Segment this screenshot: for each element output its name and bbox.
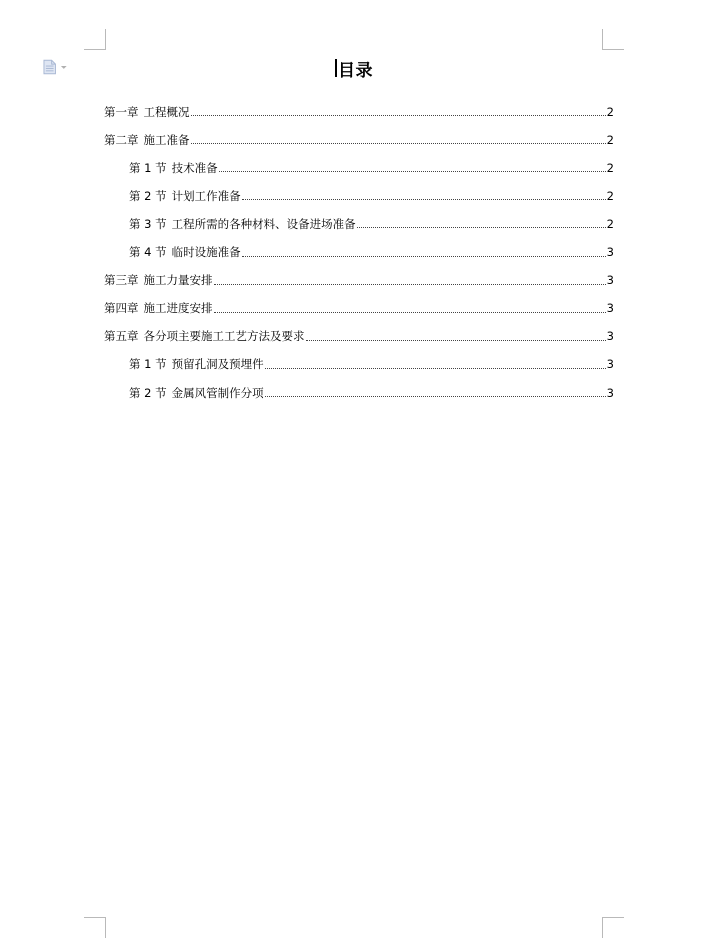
toc-page-number: 2	[606, 132, 614, 147]
toc-entry[interactable]	[104, 92, 614, 120]
toc-entry[interactable]	[104, 345, 614, 373]
toc-entry-number: 第 2 节	[129, 188, 167, 203]
toc-entry-number: 第一章	[104, 104, 139, 119]
toc-entry-text: 各分项主要施工工艺方法及要求	[143, 329, 305, 344]
toc-page-number: 3	[606, 385, 614, 400]
toc-entry[interactable]	[104, 176, 614, 204]
toc-entry-number: 第 4 节	[129, 245, 167, 260]
toc-entry-label	[129, 188, 241, 205]
toc-entry-text: 施工进度安排	[143, 301, 213, 316]
toc-entry-text: 计划工作准备	[171, 188, 241, 203]
toc-entry-label	[129, 160, 218, 177]
toc-page-number: 3	[606, 273, 614, 288]
toc-dot-leader	[306, 340, 606, 341]
toc-title[interactable]: 目录	[338, 61, 373, 81]
toc-entry-label	[129, 216, 356, 233]
toc-entry-label	[129, 385, 264, 402]
toc-entry-label	[104, 331, 305, 345]
toc-entry[interactable]	[104, 261, 614, 289]
margin-corner-bottom-right	[602, 917, 624, 938]
toc-entry-text: 技术准备	[171, 160, 218, 175]
toc-entry-text: 临时设施准备	[171, 245, 241, 260]
toc-dot-leader	[242, 199, 606, 200]
toc-page-number: 2	[606, 104, 614, 119]
margin-corner-bottom-left	[84, 917, 106, 938]
margin-corner-top-left	[84, 29, 106, 50]
toc-entry-text: 工程概况	[143, 104, 190, 119]
toc-entry-text: 预留孔洞及预埋件	[171, 357, 264, 372]
toc-dot-leader	[265, 368, 606, 369]
toc-entry-label	[129, 359, 264, 373]
toc-dot-leader	[191, 115, 606, 116]
toc-dot-leader	[357, 227, 606, 228]
table-of-contents	[104, 92, 614, 401]
toc-entry[interactable]	[104, 204, 614, 232]
toc-dot-leader	[214, 312, 606, 313]
toc-dot-leader	[191, 143, 606, 144]
toc-entry[interactable]	[104, 148, 614, 176]
toc-entry-label	[104, 303, 213, 317]
toc-entry[interactable]	[104, 289, 614, 317]
toc-entry-number: 第五章	[104, 329, 139, 344]
toc-entry-label	[104, 104, 190, 121]
toc-page-number: 3	[606, 301, 614, 316]
toc-entry-number: 第四章	[104, 301, 139, 316]
toc-dot-leader	[219, 171, 606, 172]
toc-entry-number: 第 1 节	[129, 357, 167, 372]
toc-entry[interactable]	[104, 120, 614, 148]
toc-page-number: 2	[606, 188, 614, 203]
toc-page-number: 2	[606, 216, 614, 231]
toc-dot-leader	[265, 396, 606, 397]
toc-page-number: 2	[606, 160, 614, 175]
toc-page-number: 3	[606, 329, 614, 344]
toc-entry-number: 第 3 节	[129, 216, 167, 231]
toc-entry-number: 第二章	[104, 132, 139, 147]
toc-entry-number: 第 2 节	[129, 385, 167, 400]
toc-entry[interactable]	[104, 317, 614, 345]
toc-page-number: 3	[606, 245, 614, 260]
margin-corner-top-right	[602, 29, 624, 50]
toc-dot-leader	[214, 284, 606, 285]
toc-entry-label	[129, 247, 241, 261]
toc-entry[interactable]	[104, 373, 614, 401]
toc-entry-text: 工程所需的各种材料、设备进场准备	[171, 216, 356, 231]
toc-page-number: 3	[606, 357, 614, 372]
toc-entry-text: 施工力量安排	[143, 273, 213, 288]
toc-entry[interactable]	[104, 232, 614, 260]
toc-entry-text: 施工准备	[143, 132, 190, 147]
toc-dot-leader	[242, 256, 606, 257]
toc-entry-label	[104, 132, 190, 149]
toc-entry-text: 金属风管制作分项	[171, 385, 264, 400]
toc-entry-number: 第 1 节	[129, 160, 167, 175]
toc-entry-number: 第三章	[104, 273, 139, 288]
toc-entry-label	[104, 275, 213, 289]
